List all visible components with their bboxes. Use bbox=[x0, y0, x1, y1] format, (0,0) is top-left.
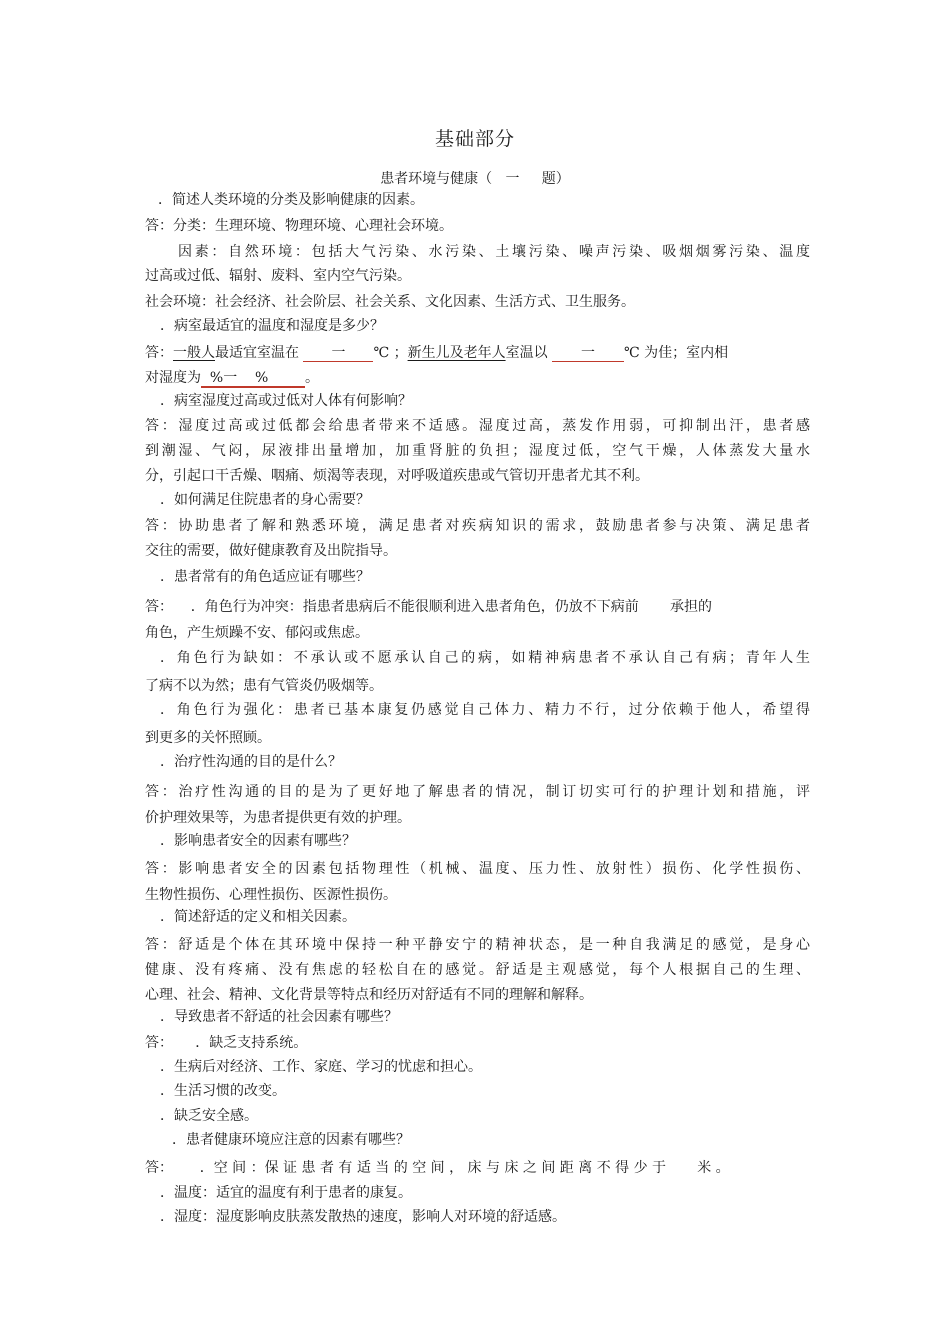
celsius-1: ℃ ； bbox=[373, 345, 408, 361]
question-1: ．简述人类环境的分类及影响健康的因素。 bbox=[158, 192, 424, 208]
room-temp-text-2: 室温以 bbox=[505, 345, 548, 361]
answer-2-line-2 bbox=[145, 368, 810, 388]
answer-9-line-3: ．生活习惯的改变。 bbox=[160, 1083, 286, 1099]
answer-10-line-3: ．湿度：湿度影响皮肤蒸发散热的速度，影响人对环境的舒适感。 bbox=[160, 1209, 566, 1225]
humidity-text: 对湿度为 bbox=[145, 370, 201, 386]
answer-8-line-3: 心理、社会、精神、文化背景等特点和经历对舒适有不同的理解和解释。 bbox=[145, 987, 593, 1003]
answer-2-line-1 bbox=[145, 343, 810, 363]
answer-7-line-2: 生物性损伤、心理性损伤、医源性损伤。 bbox=[145, 887, 397, 903]
room-temp-text: 最适宜室温在 bbox=[215, 345, 299, 361]
answer-1-line-3: 过高或过低、辐射、废料、室内空气污染。 bbox=[145, 268, 411, 284]
answer-1-line-1: 答：分类：生理环境、物理环境、心理社会环境。 bbox=[145, 218, 453, 234]
section-subtitle: 患者环境与健康（ 一 题） bbox=[380, 171, 570, 187]
answer-5-line-2: 角色，产生烦躁不安、郁闷或焦虑。 bbox=[145, 625, 369, 641]
answer-5-line-6: 到更多的关怀照顾。 bbox=[145, 730, 271, 746]
answer-9-line-1: 答： ．缺乏支持系统。 bbox=[145, 1035, 308, 1051]
question-10: ．患者健康环境应注意的因素有哪些？ bbox=[172, 1132, 410, 1148]
answer-5-line-4: 了病不以为然；患有气管炎仍吸烟等。 bbox=[145, 678, 383, 694]
answer-9-line-2: ．生病后对经济、工作、家庭、学习的忧虑和担心。 bbox=[160, 1059, 482, 1075]
answer-5-line-5: ．角色行为强化：患者已基本康复仍感觉自己体力、精力不行，过分依赖于他人，希望得 bbox=[160, 702, 810, 718]
answer-5-line-3: ．角色行为缺如：不承认或不愿承认自己的病，如精神病患者不承认自己有病；青年人生 bbox=[160, 650, 810, 666]
temp-blank-1: 一 bbox=[303, 345, 373, 362]
answer-9-line-4: ．缺乏安全感。 bbox=[160, 1108, 258, 1124]
humidity-blank: %一 % bbox=[201, 370, 305, 388]
page-title: 基础部分 bbox=[434, 128, 515, 150]
answer-3-line-3: 分，引起口干舌燥、咽痛、烦渴等表现，对呼吸道疾患或气管切开患者尤其不利。 bbox=[145, 468, 649, 484]
answer-8-line-1: 答：舒适是个体在其环境中保持一种平静安宁的精神状态，是一种自我满足的感觉，是身心 bbox=[145, 937, 810, 953]
answer-5-line-1: 答： ．角色行为冲突：指患者患病后不能很顺利进入患者角色，仍放不下病前 承担的 bbox=[145, 599, 712, 615]
answer-4-line-1: 答：协助患者了解和熟悉环境，满足患者对疾病知识的需求，鼓励患者参与决策、满足患者 bbox=[145, 518, 810, 534]
answer-6-line-2: 价护理效果等，为患者提供更有效的护理。 bbox=[145, 810, 411, 826]
question-7: ．影响患者安全的因素有哪些？ bbox=[160, 833, 356, 849]
answer-prefix: 答： bbox=[145, 345, 173, 361]
question-8: ．简述舒适的定义和相关因素。 bbox=[160, 909, 356, 925]
answer-3-line-2: 到潮湿、气闷，尿液排出量增加，加重肾脏的负担；湿度过低，空气干燥，人体蒸发大量水 bbox=[145, 443, 810, 459]
celsius-2: ℃ 为佳；室内相 bbox=[624, 345, 729, 361]
answer-10-line-1: 答： ．空 间 ：保 证 患 者 有 适 当 的 空 间 ， 床 与 床 之 间 距 离 不 得 少 于 米 。 bbox=[145, 1160, 730, 1176]
general-people-label: 一般人 bbox=[173, 345, 215, 361]
answer-8-line-2: 健康、没有疼痛、没有焦虑的轻松自在的感觉。舒适是主观感觉，每个人根据自己的生理、 bbox=[145, 962, 810, 978]
answer-1-line-2: 因素：自然环境：包括大气污染、水污染、土壤污染、噪声污染、吸烟烟雾污染、温度 bbox=[178, 244, 810, 260]
question-3: ．病室湿度过高或过低对人体有何影响？ bbox=[160, 393, 412, 409]
temp-blank-2: 一 bbox=[552, 345, 624, 362]
newborn-elderly-label: 新生儿及老年人 bbox=[407, 345, 506, 361]
answer-4-line-2: 交往的需要，做好健康教育及出院指导。 bbox=[145, 543, 397, 559]
question-2: ．病室最适宜的温度和湿度是多少？ bbox=[160, 318, 384, 334]
question-9: ．导致患者不舒适的社会因素有哪些？ bbox=[160, 1009, 398, 1025]
question-5: ．患者常有的角色适应证有哪些？ bbox=[160, 569, 370, 585]
answer-7-line-1: 答：影响患者安全的因素包括物理性（机械、温度、压力性、放射性）损伤、化学性损伤、 bbox=[145, 861, 810, 877]
question-6: ．治疗性沟通的目的是什么？ bbox=[160, 754, 342, 770]
humidity-end: 。 bbox=[305, 370, 319, 386]
answer-10-line-2: ．温度：适宜的温度有利于患者的康复。 bbox=[160, 1185, 412, 1201]
question-4: ．如何满足住院患者的身心需要？ bbox=[160, 492, 370, 508]
answer-1-line-4: 社会环境：社会经济、社会阶层、社会关系、文化因素、生活方式、卫生服务。 bbox=[145, 294, 635, 310]
answer-6-line-1: 答：治疗性沟通的目的是为了更好地了解患者的情况，制订切实可行的护理计划和措施，评 bbox=[145, 784, 810, 800]
answer-3-line-1: 答：湿度过高或过低都会给患者带来不适感。湿度过高，蒸发作用弱，可抑制出汗，患者感 bbox=[145, 418, 810, 434]
